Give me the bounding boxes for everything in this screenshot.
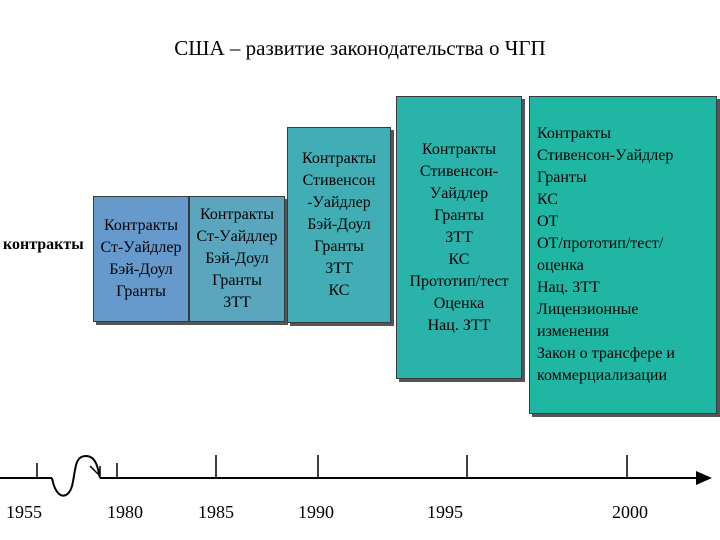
stage-4-item: Стивенсон- [419,162,499,180]
stage-2-item: Бэй-Доул [205,250,269,267]
stage-5-item: Закон о трансфере и [537,345,675,362]
stage-1-item: Бэй-Доул [109,261,173,278]
stage-5-item: Гранты [537,169,587,186]
stage-5-item: ОТ [537,213,559,230]
year-label: 1980 [107,502,143,522]
stage-3-item: Бэй-Доул [307,216,371,233]
year-label: 1985 [198,502,234,522]
stage-4-item: Уайдлер [429,184,489,202]
stage-1-item: Ст-Уайдлер [100,239,182,256]
stage-2-item: Ст-Уайдлер [196,228,278,245]
stage-5-item: ОТ/прототип/тест/ [537,235,664,252]
stage-3-item: ЗТТ [325,260,353,277]
stage-2-item: Контракты [199,206,275,223]
year-label: 1990 [298,502,334,522]
page-title: США – развитие законодательства о ЧГП [174,36,546,60]
year-label: 1955 [6,502,42,522]
stage-1-item: Гранты [116,283,166,300]
stage-5-item: Стивенсон-Уайдлер [537,147,674,164]
stage-5-item: коммерциализации [537,367,668,384]
stage-5-item: Нац. ЗТТ [537,279,600,296]
stage-2-item: Гранты [212,272,262,289]
stage-3-item: КС [328,282,350,299]
year-label: 1995 [427,502,463,522]
stage-4-item: ЗТТ [445,228,473,246]
stage-4-item: Оценка [433,294,485,312]
stage-3-item: Контракты [301,150,377,167]
stage-4-item: Контракты [421,140,497,158]
timeline-arrowhead [696,471,712,485]
year-label: 2000 [612,502,648,522]
stage-4-item: Прототип/тест [409,272,509,290]
stage-3-item: Гранты [314,238,364,255]
stage-5-item: оценка [537,257,584,274]
timeline-break [52,456,100,496]
side-label: контракты [3,236,84,253]
stage-3-item: -Уайдлер [307,194,371,211]
stage-4-item: Гранты [434,206,484,224]
stage-3-item: Стивенсон [302,172,376,189]
stage-4-item: КС [448,250,470,268]
stage-5-item: КС [537,191,558,208]
stage-2-item: ЗТТ [223,294,251,311]
stage-5-item: изменения [537,323,610,340]
stage-1-item: Контракты [103,217,179,234]
stage-4-item: Нац. ЗТТ [427,316,491,334]
stage-5-item: Контракты [537,125,612,142]
stage-5-item: Лицензионные [537,301,639,318]
